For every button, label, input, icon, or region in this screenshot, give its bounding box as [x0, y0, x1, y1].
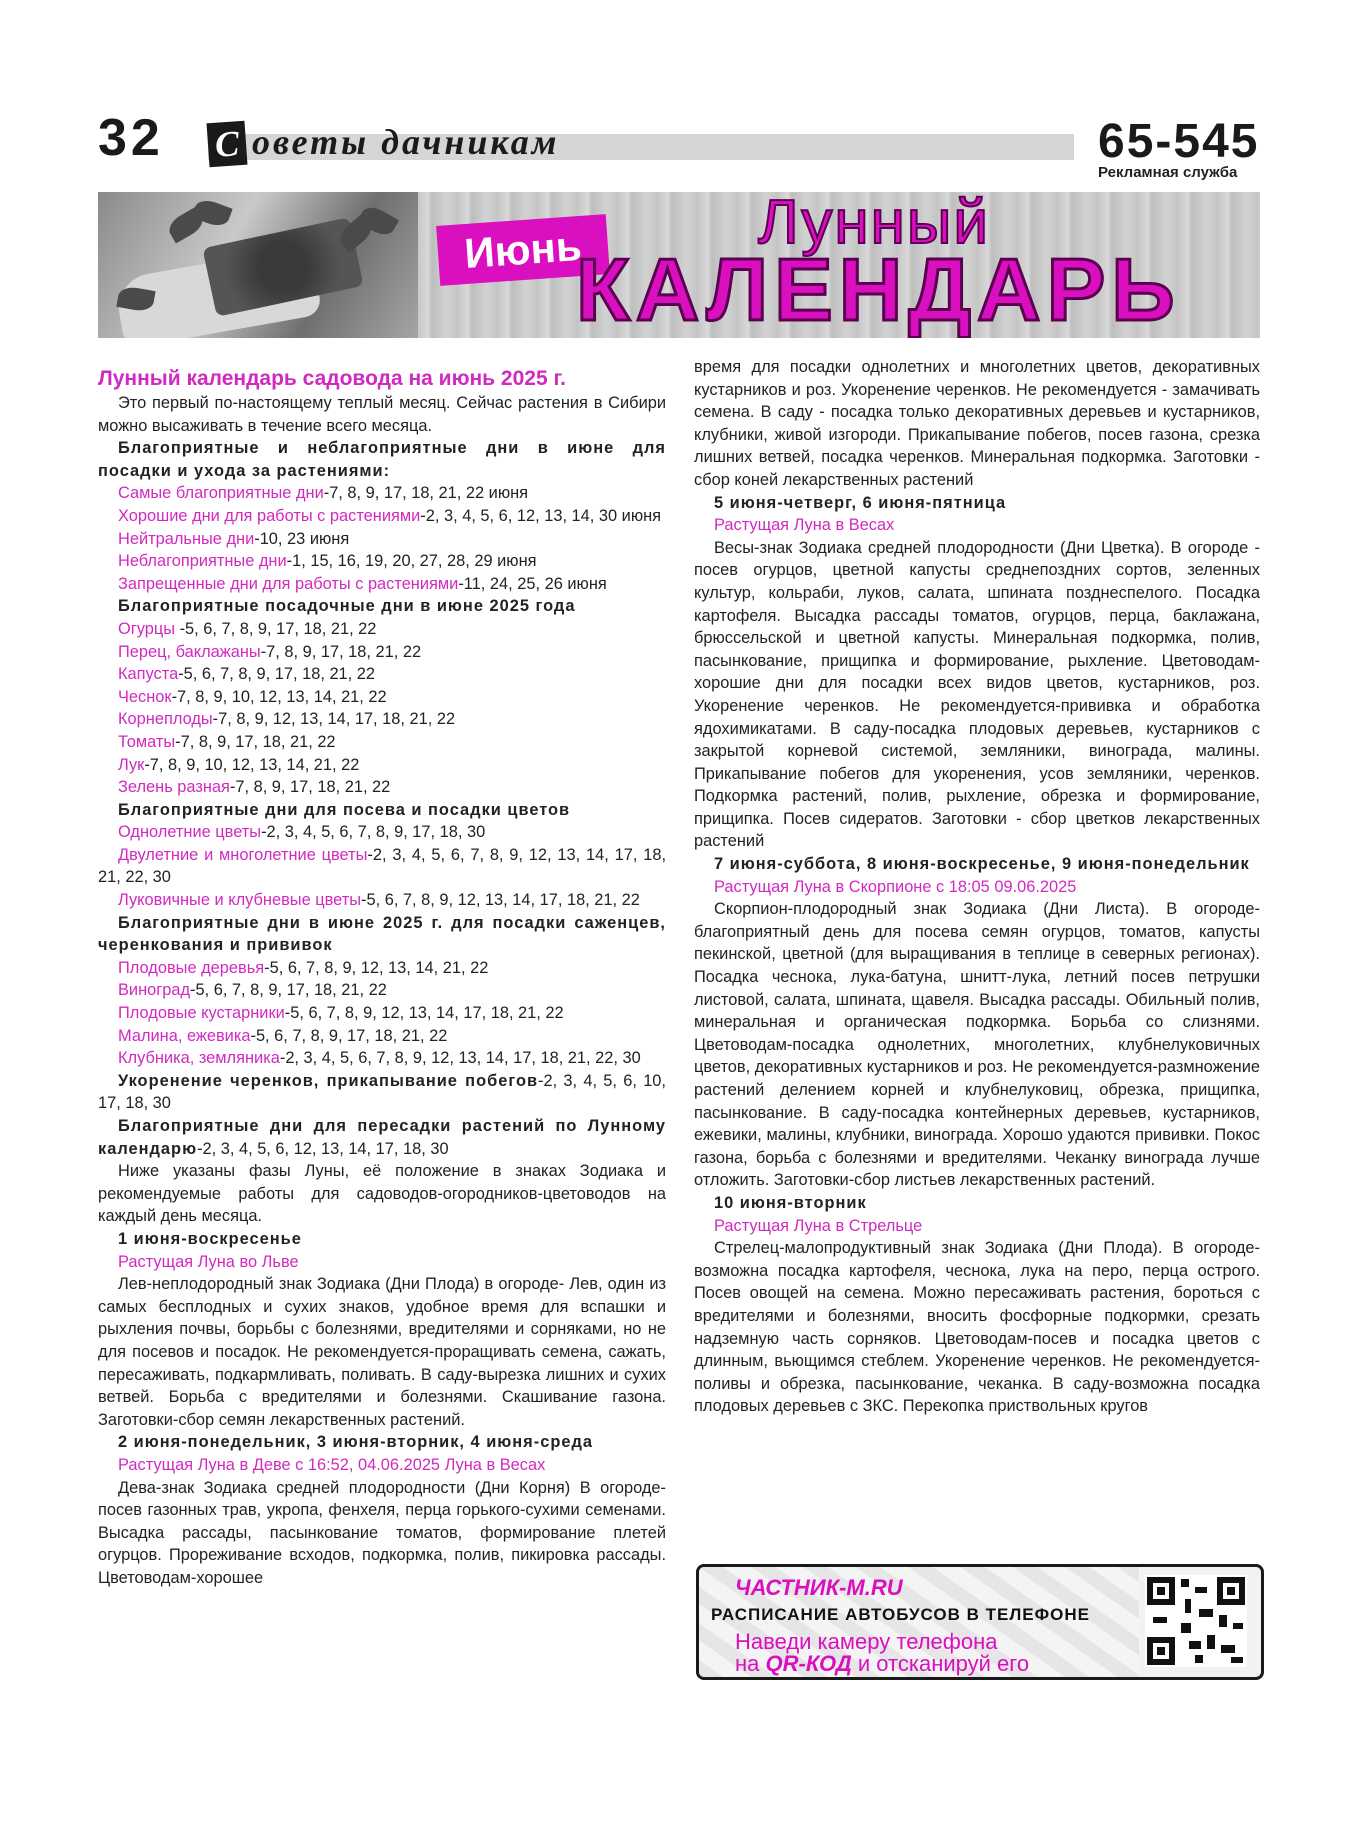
crop-list-item: Лук-7, 8, 9, 10, 12, 13, 14, 21, 22	[118, 755, 360, 774]
article-title: Лунный календарь садовода на июнь 2025 г.	[98, 367, 566, 390]
section-heading: Благоприятные дни для посева и посадки цветов	[118, 800, 571, 819]
banner-title-line2: КАЛЕНДАРЬ	[576, 240, 1181, 338]
day-text: Стрелец-малопродуктивный знак Зодиака (Дни Плода). В огороде-возможна посадка картофеля, чеснока, лука на перо, перца острого. Посев овощей на семена. Можно пересаживать растения, бороться с вредителями и болезнями, вносить фосфорные подкормки, срезать надземную часть сорняков. Цветоводам-посев и посадка цветов с длинным, вьющимся стеблем. Укоренение черенков. Не рекомендуется-поливы и обрезка, пасынкование, чеканка. В саду-возможна посадка плодовых деревьев с ЗКС. Перекопка приствольных кругов	[694, 1239, 1260, 1416]
ad-brand: ЧАСТНИК-М.RU	[735, 1575, 903, 1600]
day-text: Скорпион-плодородный знак Зодиака (Дни Листа). В огороде-благоприятный день для посева семян огурцов, томатов, капусты пекинской, цветной (для выращивания в теплице в северных регионах). Посадка чеснока, лука-батуна, шнитт-лука, летний посев петрушки листовой, салата, шпината, щавеля. Высадка рассады. Обильный полив, минеральная и органическая подкормка. Борьба со слизнями. Цветоводам-посадка однолетних, многолетних, клубнелуковичных цветов, декоративных кустарников и роз. Не рекомендуется-размножение растений делением корней и клубнелуковиц, обрезка, прищипка, пасынкование. В саду-посадка контейнерных деревьев, кустарников, ежевики, малины, клубники, винограда. Хорошо удаются прививки. Покос газона, борьба с болезнями и вредителями. Чеканку винограда лучше отложить. Заготовки-сбор листьев лекарственных растений.	[694, 900, 1261, 1190]
moon-phase: Растущая Луна в Стрельце	[714, 1216, 923, 1235]
ad-phone-label: Рекламная служба	[1098, 164, 1238, 181]
section-heading: Благоприятные посадочные дни в июне 2025 года	[118, 597, 576, 616]
sapling-list-item: Клубника, земляника-2, 3, 4, 5, 6, 7, 8, 9, 12, 13, 14, 17, 18, 21, 22, 30	[118, 1049, 641, 1068]
day-list-item: Самые благоприятные дни-7, 8, 9, 17, 18, 21, 22 июня	[118, 484, 529, 503]
flower-list-item: Однолетние цветы-2, 3, 4, 5, 6, 7, 8, 9, 17, 18, 30	[118, 823, 486, 842]
moon-phase: Растущая Луна в Деве с 16:52, 04.06.2025 Луна в Весах	[118, 1455, 546, 1474]
section-title: оветы дачникам	[252, 122, 560, 162]
moon-phase: Растущая Луна во Льве	[118, 1252, 299, 1271]
lunar-calendar-banner	[98, 192, 1260, 338]
day-list-item: Запрещенные дни для работы с растениями-11, 24, 25, 26 июня	[118, 574, 607, 593]
intro-paragraph: Ниже указаны фазы Луны, её положение в знаках Зодиака и рекомендуемые работы для садоводов-огородников-цветоводов на каждый день месяца.	[98, 1162, 666, 1226]
banner-title-line1: Лунный	[758, 192, 991, 257]
flower-list-item: Двулетние и многолетние цветы-2, 3, 4, 5, 6, 7, 8, 9, 12, 13, 14, 17, 18, 21, 22, 30	[98, 845, 666, 887]
rooting-item: Укоренение черенков, прикапывание побегов-2, 3, 4, 5, 6, 10, 17, 18, 30	[98, 1071, 666, 1113]
bus-schedule-ad	[696, 1564, 1264, 1680]
page-number: 32	[98, 109, 164, 167]
crop-list-item: Капуста-5, 6, 7, 8, 9, 17, 18, 21, 22	[118, 665, 376, 684]
intro-paragraph: Это первый по-настоящему теплый месяц. Сейчас растения в Сибири можно высаживать в течение всего месяца.	[98, 394, 666, 435]
crop-list-item: Чеснок-7, 8, 9, 10, 12, 13, 14, 21, 22	[118, 687, 387, 706]
flower-list-item: Луковичные и клубневые цветы-5, 6, 7, 8, 9, 12, 13, 14, 17, 18, 21, 22	[118, 891, 640, 910]
day-heading: 7 июня-суббота, 8 июня-воскресенье, 9 июня-понедельник	[714, 855, 1250, 874]
right-column	[694, 356, 1260, 1418]
sapling-list-item: Малина, ежевика-5, 6, 7, 8, 9, 17, 18, 21, 22	[118, 1026, 448, 1045]
day-heading: 2 июня-понедельник, 3 июня-вторник, 4 июня-среда	[118, 1433, 593, 1452]
day-text: Лев-неплодородный знак Зодиака (Дни Плода) в огороде- Лев, один из самых бесплодных и сухих знаков, удобное время для вспашки и рыхления почвы, борьбы с болезнями, вредителями и сорняками, но не для посевов и посадок. Не рекомендуется-проращивать семена, сажать, пересаживать, подкармливать, поливать. В саду-вырезка лишних и сухих ветвей. Борьба с вредителями и болезнями. Скашивание газона. Заготовки-сбор семян лекарственных растений.	[98, 1275, 666, 1429]
month-badge: Июнь	[436, 214, 610, 286]
day-text: Дева-знак Зодиака средней плодородности (Дни Корня) В огороде-посев газонных трав, укропа, фенхеля, перца горького-сухими семенами. Высадка рассады, пасынкование томатов, формирование плетей огурцов. Прореживание всходов, подкормка, полив, пикировка рассады. Цветоводам-хорошее	[98, 1478, 666, 1587]
day-list-item: Неблагоприятные дни-1, 15, 16, 19, 20, 27, 28, 29 июня	[118, 552, 537, 571]
day-list-item: Нейтральные дни-10, 23 июня	[118, 529, 350, 548]
qr-code-icon[interactable]	[1145, 1575, 1247, 1667]
ad-phone: 65-545	[1098, 115, 1260, 168]
moon-phase: Растущая Луна в Весах	[714, 516, 895, 535]
day-heading: 1 июня-воскресенье	[118, 1229, 302, 1248]
sapling-list-item: Плодовые кустарники-5, 6, 7, 8, 9, 12, 13, 14, 17, 18, 21, 22	[118, 1004, 564, 1023]
crop-list-item: Перец, баклажаны-7, 8, 9, 17, 18, 21, 22	[118, 642, 422, 661]
day-text: Весы-знак Зодиака средней плодородности (Дни Цветка). В огороде - посев огурцов, цветной капусты среднепоздних сортов, зеленных культур, кольраби, луков, салата, шпината позднеспелого. Посадка картофеля. Высадка рассады томатов, огурцов, перца, баклажана, брюссельской и цветной капусты. Минеральная подкормка, полив, пасынкование, прищипка и формирование, рыхление. Цветоводам-хорошие дни для посадки всех видов цветов, кустарников, роз. Укоренение черенков. Не рекомендуется-прививка и обработка ядохимикатами. В саду-посадка плодовых деревьев, кустарников с закрытой корневой системой, земляники, винограда, малины. Прикапывание побегов для укоренения, усов земляники, черенков. Подкормка растений, полив, рыхление, обрезка и формирование, прищипка. Посев сидератов. Заготовки - сбор цветков лекарственных растений	[694, 538, 1260, 851]
sapling-list-item: Плодовые деревья-5, 6, 7, 8, 9, 12, 13, 14, 21, 22	[118, 958, 489, 977]
day-text: время для посадки однолетних и многолетних цветов, декоративных кустарников и роз. Укоренение черенков. Не рекомендуется - замачивать семена. В саду - посадка только декоративных деревьев и кустарников, клубники, живой изгороди. Прикапывание побегов, посев газона, срезка лишних ветвей, посадка черенков. Минеральная подкормка. Заготовки - сбор коней лекарственных растений	[694, 358, 1260, 489]
seedling-photo	[98, 192, 418, 338]
moon-phase: Растущая Луна в Скорпионе с 18:05 09.06.2025	[714, 877, 1077, 896]
day-list-item: Хорошие дни для работы с растениями-2, 3, 4, 5, 6, 12, 13, 14, 30 июня	[118, 506, 662, 525]
crop-list-item: Зелень разная-7, 8, 9, 17, 18, 21, 22	[118, 778, 391, 797]
transplant-item: Благоприятные дни для пересадки растений по Лунному календарю-2, 3, 4, 5, 6, 12, 13, 14, 17, 18, 30	[98, 1117, 666, 1158]
day-heading: 10 июня-вторник	[714, 1193, 867, 1212]
section-initial: С	[207, 121, 248, 168]
ad-call-to-action-2: на QR-КОД и отсканируй его	[735, 1651, 1030, 1676]
section-heading: Благоприятные дни в июне 2025 г. для посадки саженцев, черенкования и прививок	[98, 913, 666, 955]
crop-list-item: Томаты-7, 8, 9, 17, 18, 21, 22	[118, 732, 336, 751]
sapling-list-item: Виноград-5, 6, 7, 8, 9, 17, 18, 21, 22	[118, 981, 387, 1000]
ad-call-to-action: Наведи камеру телефона	[735, 1629, 998, 1654]
left-column	[98, 366, 666, 1589]
ad-headline: РАСПИСАНИЕ АВТОБУСОВ В ТЕЛЕФОНЕ	[711, 1605, 1090, 1624]
crop-list-item: Корнеплоды-7, 8, 9, 12, 13, 14, 17, 18, 21, 22	[118, 710, 456, 729]
section-heading: Благоприятные и неблагоприятные дни в июне для посадки и ухода за растениями:	[98, 439, 666, 480]
crop-list-item: Огурцы -5, 6, 7, 8, 9, 17, 18, 21, 22	[118, 619, 377, 638]
day-heading: 5 июня-четверг, 6 июня-пятница	[714, 493, 1007, 512]
